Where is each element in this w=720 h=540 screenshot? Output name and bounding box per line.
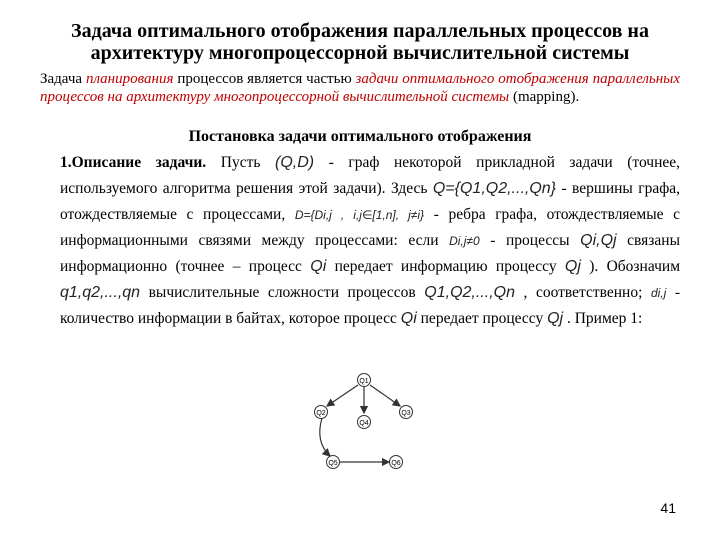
description-text: Пусть	[220, 154, 261, 171]
graph-node-label: Q5	[328, 460, 338, 467]
description-lead: 1.Описание задачи.	[60, 154, 207, 171]
formula-dij: di,j	[650, 286, 667, 300]
description-text: , соответственно;	[523, 284, 643, 301]
graph-edge	[327, 385, 358, 406]
graph-node	[358, 416, 371, 429]
graph-edge	[320, 418, 330, 456]
graph-edge	[370, 385, 400, 406]
graph-node	[315, 406, 328, 419]
formula-qi: Qi	[310, 258, 327, 275]
description-text: . Пример 1:	[566, 310, 643, 327]
intro-highlight-mapping-task: задачи оптимального отображения параллельных процессов на архитектуру многопроцессорной вычислительной системы	[40, 71, 680, 105]
formula-edge-set: D={Di,j , i,j∈[1,n], j≠i}	[294, 208, 425, 222]
formula-graph: (Q,D)	[275, 154, 315, 171]
formula-edge-nonzero: Di,j≠0	[449, 234, 480, 248]
description-text: - количество информации в байтах, которое процесс	[60, 284, 680, 327]
section-subtitle: Постановка задачи оптимального отображения	[188, 128, 532, 145]
description-text: - процессы	[490, 232, 570, 249]
graph-node-label: Q2	[316, 410, 326, 417]
description-text: - ребра графа, отождествляемые с информационными связями между процессами: если	[60, 206, 681, 249]
graph-node-label: Q1	[359, 378, 369, 385]
graph-node	[358, 374, 371, 387]
intro-text-3: (mapping).	[512, 89, 580, 105]
formula-qj: Qj	[564, 258, 581, 275]
graph-node	[400, 406, 413, 419]
description-text: передает процессу	[420, 310, 544, 327]
intro-paragraph	[40, 70, 680, 106]
graph-node-label: Q3	[401, 410, 411, 417]
page-number: 41	[660, 500, 676, 516]
intro-highlight-planning: планирования	[85, 71, 174, 87]
description-text: ). Обозначим	[589, 258, 681, 275]
graph-node	[327, 456, 340, 469]
slide-title-line-2: архитектуру многопроцессорной вычислительной системы	[90, 42, 630, 64]
intro-text-1: Задача	[40, 71, 83, 87]
task-description	[60, 150, 680, 332]
formula-qi-2: Qi	[400, 310, 417, 327]
slide-title	[20, 20, 700, 64]
description-text: - граф некоторой прикладной задачи (точнее, используемого алгоритма решения этой задачи). Здесь	[60, 154, 681, 197]
graph-node-label: Q6	[391, 460, 401, 467]
example-process-graph	[300, 370, 430, 475]
formula-complexities: q1,q2,...,qn	[60, 284, 141, 301]
description-text: передает информацию процессу	[334, 258, 557, 275]
graph-node-label: Q4	[359, 420, 369, 427]
formula-vertex-set: Q={Q1,Q2,...,Qn}	[432, 180, 557, 197]
description-text: вычислительные сложности процессов	[148, 284, 416, 301]
slide-title-line-1: Задача оптимального отображения параллельных процессов на	[71, 20, 649, 42]
description-text: связаны информационно (точнее – процесс	[60, 232, 680, 275]
formula-qi-qj: Qi,Qj	[580, 232, 617, 249]
formula-qj-2: Qj	[547, 310, 564, 327]
description-text: - вершины графа, отождествляемые с процессами,	[60, 180, 681, 223]
intro-text-2: процессов является частью	[177, 71, 352, 87]
formula-process-list: Q1,Q2,...,Qn	[424, 284, 515, 301]
graph-node	[390, 456, 403, 469]
